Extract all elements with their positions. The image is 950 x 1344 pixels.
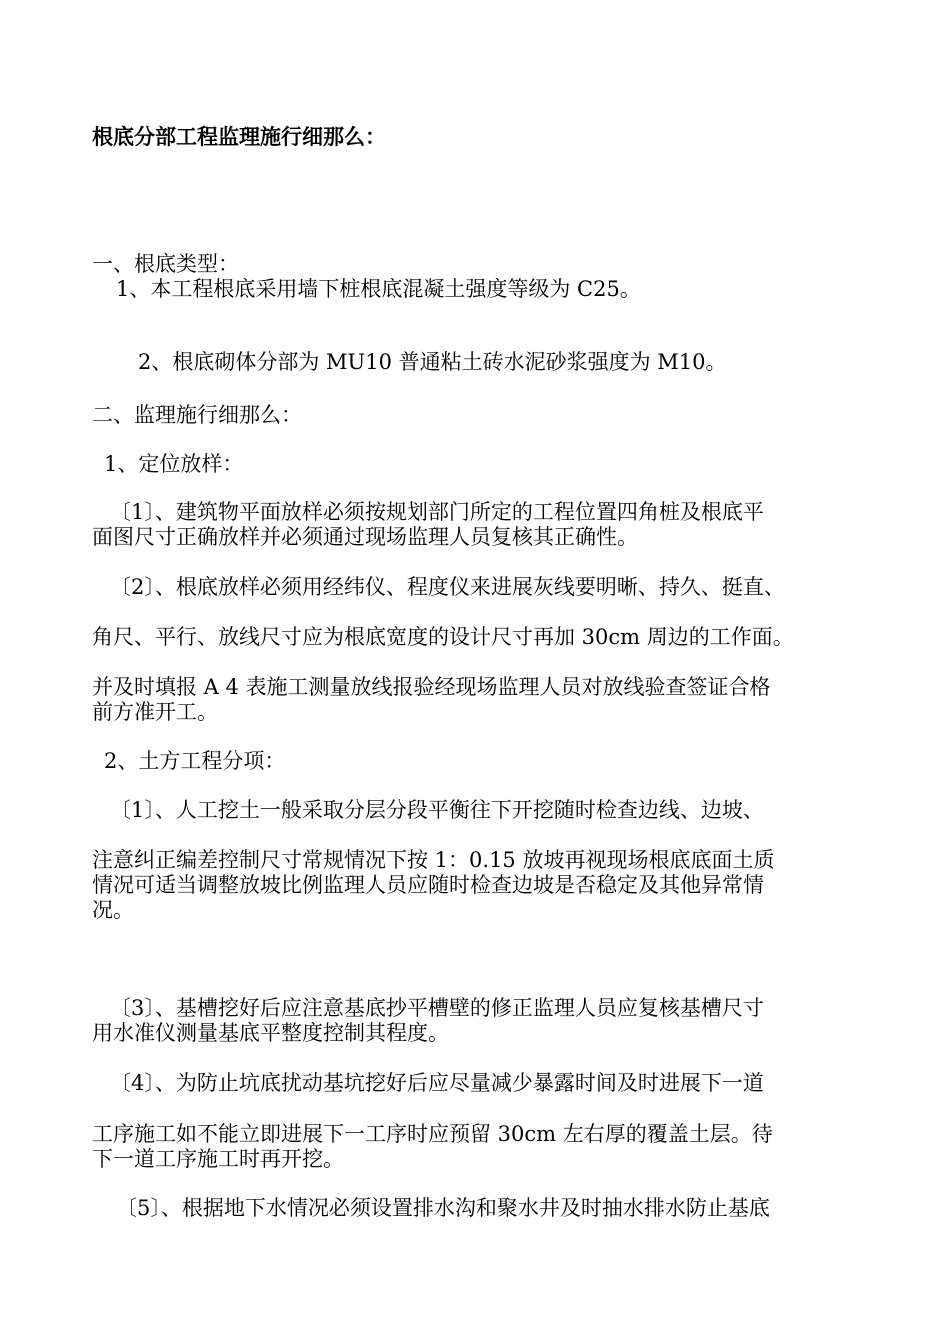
paragraph-line: 工序施工如不能立即进展下一工序时应预留 30cm 左右厚的覆盖土层。待: [92, 1122, 773, 1146]
paragraph-line: 前方准开工。: [92, 700, 218, 724]
paragraph-line: 〔1〕、人工挖土一般采取分层分段平衡往下开挖随时检查边线、边坡、: [110, 798, 764, 822]
paragraph-line: 〔5〕、根据地下水情况必须设置排水沟和聚水井及时抽水排水防止基底: [116, 1196, 770, 1220]
subsection-heading: 1、定位放样：: [104, 452, 244, 476]
document-title: 根底分部工程监理施行细那么：: [92, 124, 386, 149]
paragraph-line: 用水准仪测量基底平整度控制其程度。: [92, 1021, 449, 1045]
paragraph-line: 角尺、平行、放线尺寸应为根底宽度的设计尺寸再加 30cm 周边的工作面。: [92, 625, 794, 649]
paragraph-line: 〔3〕、基槽挖好后应注意基底抄平槽壁的修正监理人员应复核基槽尺寸: [110, 996, 764, 1020]
paragraph-line: 面图尺寸正确放样并必须通过现场监理人员复核其正确性。: [92, 525, 638, 549]
paragraph-line: 况。: [92, 898, 134, 922]
paragraph-line: 注意纠正编差控制尺寸常规情况下按 1：0.15 放坡再视现场根底底面土质: [92, 848, 775, 872]
paragraph-line: 下一道工序施工时再开挖。: [92, 1147, 344, 1171]
paragraph-line: 1、本工程根底采用墙下桩根底混凝土强度等级为 C25。: [116, 277, 641, 301]
paragraph-line: 〔2〕、根底放样必须用经纬仪、程度仪来进展灰线要明晰、持久、挺直、: [110, 575, 785, 599]
paragraph-line: 并及时填报 A 4 表施工测量放线报验经现场监理人员对放线验查签证合格: [92, 675, 771, 699]
section-heading-supervision-rules: 二、监理施行细那么：: [92, 403, 302, 427]
subsection-heading: 2、土方工程分项：: [104, 749, 286, 773]
paragraph-line: 情况可适当调整放坡比例监理人员应随时检查边坡是否稳定及其他异常情: [92, 873, 764, 897]
paragraph-line: 2、根底砌体分部为 MU10 普通粘土砖水泥砂浆强度为 M10。: [138, 350, 727, 374]
paragraph-line: 〔1〕、建筑物平面放样必须按规划部门所定的工程位置四角桩及根底平: [110, 500, 764, 524]
paragraph-line: 〔4〕、为防止坑底扰动基坑挖好后应尽量减少暴露时间及时进展下一道: [110, 1071, 764, 1095]
section-heading-foundation-type: 一、根底类型：: [92, 252, 239, 276]
